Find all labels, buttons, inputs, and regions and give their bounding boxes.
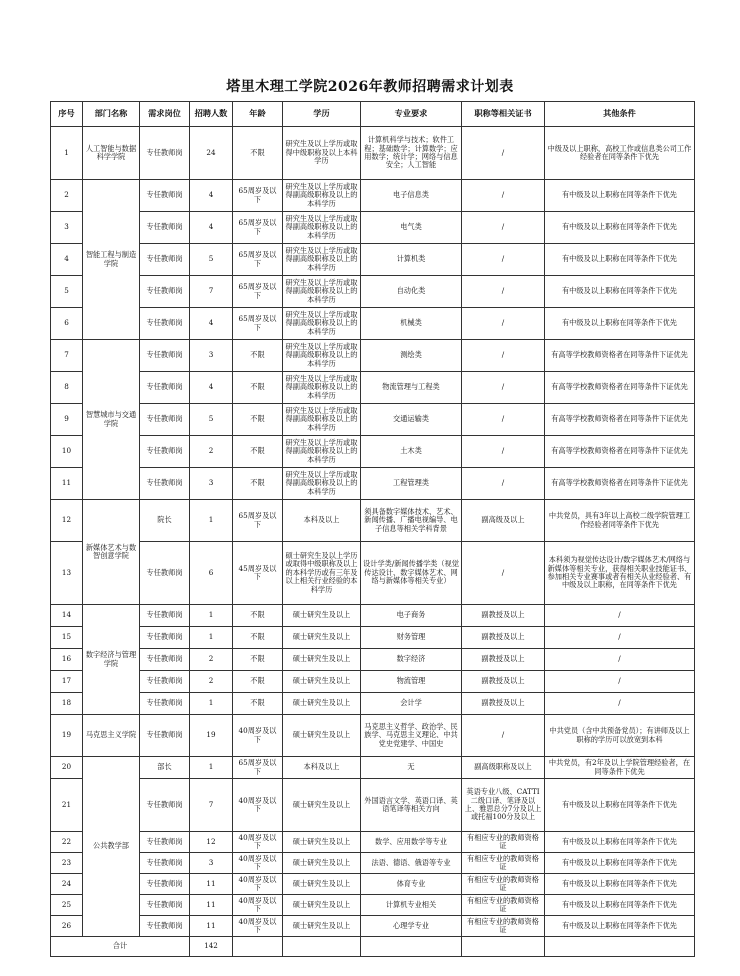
cert-cell: / <box>462 308 545 340</box>
count-cell: 19 <box>190 715 233 757</box>
edu-cell: 研究生及以上学历或取得副高级职称及以上的本科学历 <box>283 436 361 468</box>
major-cell: 外国语言文学、英语口译、英语笔译等相关方向 <box>361 779 462 832</box>
edu-cell: 硕士研究生及以上 <box>283 874 361 895</box>
row-no: 14 <box>51 605 83 627</box>
table-row <box>51 436 695 468</box>
cert-cell: 副教授及以上 <box>462 671 545 693</box>
count-cell: 3 <box>190 340 233 372</box>
row-no: 9 <box>51 404 83 436</box>
row-no: 4 <box>51 244 83 276</box>
count-cell: 11 <box>190 895 233 916</box>
count-cell: 6 <box>190 542 233 605</box>
count-cell: 2 <box>190 671 233 693</box>
count-cell: 4 <box>190 212 233 244</box>
row-no: 12 <box>51 500 83 542</box>
row-no: 22 <box>51 832 83 853</box>
other-cell: 有中级及以上职称在同等条件下优先 <box>545 832 695 853</box>
post-cell: 专任教师岗 <box>140 340 190 372</box>
age-cell: 不限 <box>233 693 283 715</box>
table-row <box>51 468 695 500</box>
post-cell: 专任教师岗 <box>140 276 190 308</box>
page-title: 塔里木理工学院2026年教师招聘需求计划表 <box>226 79 514 95</box>
table-row <box>51 671 695 693</box>
edu-cell: 硕士研究生及以上 <box>283 693 361 715</box>
count-cell: 11 <box>190 874 233 895</box>
edu-cell: 研究生及以上学历或取得副高级职称及以上的本科学历 <box>283 212 361 244</box>
cert-cell: / <box>462 276 545 308</box>
post-cell: 专任教师岗 <box>140 693 190 715</box>
row-no: 26 <box>51 916 83 937</box>
cert-cell: 有相应专业的教师资格证 <box>462 895 545 916</box>
other-cell: 有中级及以上职称在同等条件下优先 <box>545 779 695 832</box>
other-cell: / <box>545 671 695 693</box>
major-cell: 电子信息类 <box>361 180 462 212</box>
major-cell: 物流管理与工程类 <box>361 372 462 404</box>
table-row <box>51 127 695 180</box>
row-no: 17 <box>51 671 83 693</box>
count-cell: 4 <box>190 372 233 404</box>
table-row <box>51 874 695 895</box>
count-cell: 3 <box>190 468 233 500</box>
age-cell: 不限 <box>233 468 283 500</box>
cert-cell: 有相应专业的教师资格证 <box>462 832 545 853</box>
table-row <box>51 308 695 340</box>
edu-cell: 研究生及以上学历或取得副高级职称及以上的本科学历 <box>283 404 361 436</box>
edu-cell: 研究生及以上学历或取得副高级职称及以上的本科学历 <box>283 244 361 276</box>
table-row <box>51 757 695 779</box>
count-cell: 5 <box>190 244 233 276</box>
count-cell: 5 <box>190 404 233 436</box>
post-cell: 专任教师岗 <box>140 372 190 404</box>
post-cell: 专任教师岗 <box>140 605 190 627</box>
major-cell: 自动化类 <box>361 276 462 308</box>
post-cell: 专任教师岗 <box>140 715 190 757</box>
edu-cell: 本科及以上 <box>283 500 361 542</box>
dept-cell: 智慧城市与交通学院 <box>83 340 140 500</box>
age-cell: 65周岁及以下 <box>233 180 283 212</box>
other-cell: 中共党员（含中共预备党员）；有讲师及以上职称的学历可以放宽到本科 <box>545 715 695 757</box>
count-cell: 1 <box>190 500 233 542</box>
major-cell: 电气类 <box>361 212 462 244</box>
age-cell: 不限 <box>233 605 283 627</box>
major-cell: 财务管理 <box>361 627 462 649</box>
row-no: 11 <box>51 468 83 500</box>
count-cell: 24 <box>190 127 233 180</box>
row-no: 7 <box>51 340 83 372</box>
cert-cell: 有相应专业的教师资格证 <box>462 853 545 874</box>
major-cell: 工程管理类 <box>361 468 462 500</box>
major-cell: 物流管理 <box>361 671 462 693</box>
row-no: 15 <box>51 627 83 649</box>
other-cell: 有中级及以上职称在同等条件下优先 <box>545 308 695 340</box>
count-cell: 2 <box>190 436 233 468</box>
major-cell: 机械类 <box>361 308 462 340</box>
cert-cell: / <box>462 340 545 372</box>
other-cell: 有中级及以上职称在同等条件下优先 <box>545 895 695 916</box>
table-row <box>51 715 695 757</box>
row-no: 6 <box>51 308 83 340</box>
age-cell: 不限 <box>233 372 283 404</box>
other-cell: 有中级及以上职称在同等条件下优先 <box>545 916 695 937</box>
cert-cell: 有相应专业的教师资格证 <box>462 874 545 895</box>
major-cell: 测绘类 <box>361 340 462 372</box>
edu-cell: 研究生及以上学历或取得副高级职称及以上的本科学历 <box>283 468 361 500</box>
col-header-other: 其他条件 <box>545 102 695 127</box>
table-row <box>51 649 695 671</box>
count-cell: 4 <box>190 180 233 212</box>
post-cell: 专任教师岗 <box>140 436 190 468</box>
major-cell: 设计学类/新闻传播学类（视觉传达设计、数字媒体艺术、网络与新媒体等相关专业） <box>361 542 462 605</box>
table-row <box>51 605 695 627</box>
age-cell: 不限 <box>233 127 283 180</box>
dept-cell: 公共教学部 <box>83 757 140 937</box>
age-cell: 40周岁及以下 <box>233 916 283 937</box>
age-cell: 65周岁及以下 <box>233 212 283 244</box>
cert-cell: / <box>462 127 545 180</box>
cert-cell: 副教授及以上 <box>462 627 545 649</box>
cert-cell: / <box>462 372 545 404</box>
table-row <box>51 340 695 372</box>
major-cell: 须具备数字媒体技术、艺术、新闻传播、广播电视编导、电子信息等相关学科背景 <box>361 500 462 542</box>
cert-cell: 副高级及以上 <box>462 500 545 542</box>
row-no: 21 <box>51 779 83 832</box>
major-cell: 马克思主义哲学、政治学、民族学、马克思主义理论、中共党史党建学、中国史 <box>361 715 462 757</box>
other-cell: / <box>545 605 695 627</box>
other-cell: 有中级及以上职称在同等条件下优先 <box>545 853 695 874</box>
edu-cell: 硕士研究生及以上 <box>283 916 361 937</box>
total-count: 142 <box>190 937 233 957</box>
table-row <box>51 542 695 605</box>
edu-cell: 硕士研究生及以上 <box>283 779 361 832</box>
other-cell: 有中级及以上职称在同等条件下优先 <box>545 244 695 276</box>
table-row <box>51 404 695 436</box>
post-cell: 专任教师岗 <box>140 832 190 853</box>
count-cell: 7 <box>190 276 233 308</box>
edu-cell: 研究生及以上学历或取得中级职称及以上本科学历 <box>283 127 361 180</box>
other-cell: / <box>545 693 695 715</box>
major-cell: 计算机专业相关 <box>361 895 462 916</box>
post-cell: 专任教师岗 <box>140 627 190 649</box>
age-cell: 45周岁及以下 <box>233 542 283 605</box>
col-header-no: 序号 <box>51 102 83 127</box>
other-cell: 有高等学校教师资格者在同等条件下证优先 <box>545 436 695 468</box>
table-row <box>51 916 695 937</box>
other-cell: / <box>545 627 695 649</box>
table-row <box>51 832 695 853</box>
age-cell: 40周岁及以下 <box>233 779 283 832</box>
post-cell: 专任教师岗 <box>140 779 190 832</box>
post-cell: 专任教师岗 <box>140 916 190 937</box>
dept-cell: 数字经济与管理学院 <box>83 605 140 715</box>
edu-cell: 研究生及以上学历或取得副高级职称及以上的本科学历 <box>283 372 361 404</box>
table-row <box>51 244 695 276</box>
cert-cell: / <box>462 542 545 605</box>
col-header-count: 招聘人数 <box>190 102 233 127</box>
cert-cell: / <box>462 715 545 757</box>
cert-cell: 副教授及以上 <box>462 693 545 715</box>
post-cell: 院长 <box>140 500 190 542</box>
age-cell: 65周岁及以下 <box>233 276 283 308</box>
table-row <box>51 276 695 308</box>
dept-cell: 新媒体艺术与数智创意学院 <box>83 500 140 605</box>
post-cell: 专任教师岗 <box>140 895 190 916</box>
edu-cell: 硕士研究生及以上学历或取得中级职称及以上的本科学历或有三年及以上相关行业经验的本科学历 <box>283 542 361 605</box>
post-cell: 专任教师岗 <box>140 468 190 500</box>
count-cell: 2 <box>190 649 233 671</box>
age-cell: 不限 <box>233 649 283 671</box>
table-row <box>51 500 695 542</box>
major-cell: 数学、应用数学等专业 <box>361 832 462 853</box>
cert-cell: 英语专业八级、CATTI二级口译、笔译及以上、雅思总分7分及以上或托福100分及以上 <box>462 779 545 832</box>
post-cell: 专任教师岗 <box>140 127 190 180</box>
other-cell: 有高等学校教师资格者在同等条件下证优先 <box>545 372 695 404</box>
col-header-major: 专业要求 <box>361 102 462 127</box>
post-cell: 专任教师岗 <box>140 853 190 874</box>
age-cell: 40周岁及以下 <box>233 874 283 895</box>
edu-cell: 硕士研究生及以上 <box>283 605 361 627</box>
age-cell: 40周岁及以下 <box>233 853 283 874</box>
other-cell: 有高等学校教师资格者在同等条件下证优先 <box>545 340 695 372</box>
cert-cell: 副教授及以上 <box>462 649 545 671</box>
other-cell: 有中级及以上职称在同等条件下优先 <box>545 180 695 212</box>
major-cell: 心理学专业 <box>361 916 462 937</box>
table-row <box>51 372 695 404</box>
age-cell: 40周岁及以下 <box>233 832 283 853</box>
row-no: 13 <box>51 542 83 605</box>
table-row <box>51 212 695 244</box>
other-cell: 中级及以上职称，高校工作或信息类公司工作经验者在同等条件下优先 <box>545 127 695 180</box>
major-cell: 土木类 <box>361 436 462 468</box>
major-cell: 会计学 <box>361 693 462 715</box>
post-cell: 部长 <box>140 757 190 779</box>
edu-cell: 硕士研究生及以上 <box>283 627 361 649</box>
header-row <box>51 102 695 127</box>
edu-cell: 硕士研究生及以上 <box>283 671 361 693</box>
col-header-post: 需求岗位 <box>140 102 190 127</box>
cert-cell: / <box>462 212 545 244</box>
post-cell: 专任教师岗 <box>140 649 190 671</box>
count-cell: 11 <box>190 916 233 937</box>
post-cell: 专任教师岗 <box>140 180 190 212</box>
row-no: 18 <box>51 693 83 715</box>
row-no: 3 <box>51 212 83 244</box>
post-cell: 专任教师岗 <box>140 542 190 605</box>
age-cell: 不限 <box>233 436 283 468</box>
age-cell: 65周岁及以下 <box>233 308 283 340</box>
edu-cell: 研究生及以上学历或取得副高级职称及以上的本科学历 <box>283 308 361 340</box>
edu-cell: 硕士研究生及以上 <box>283 649 361 671</box>
table-row <box>51 693 695 715</box>
other-cell: / <box>545 649 695 671</box>
age-cell: 不限 <box>233 340 283 372</box>
cert-cell: 副教授及以上 <box>462 605 545 627</box>
count-cell: 1 <box>190 627 233 649</box>
major-cell: 无 <box>361 757 462 779</box>
other-cell: 有中级及以上职称在同等条件下优先 <box>545 212 695 244</box>
row-no: 16 <box>51 649 83 671</box>
post-cell: 专任教师岗 <box>140 244 190 276</box>
row-no: 1 <box>51 127 83 180</box>
row-no: 19 <box>51 715 83 757</box>
count-cell: 12 <box>190 832 233 853</box>
edu-cell: 研究生及以上学历或取得副高级职称及以上的本科学历 <box>283 340 361 372</box>
count-cell: 7 <box>190 779 233 832</box>
age-cell: 65周岁及以下 <box>233 244 283 276</box>
edu-cell: 研究生及以上学历或取得副高级职称及以上的本科学历 <box>283 276 361 308</box>
row-no: 5 <box>51 276 83 308</box>
total-row <box>51 937 695 957</box>
age-cell: 40周岁及以下 <box>233 895 283 916</box>
cert-cell: / <box>462 244 545 276</box>
major-cell: 电子商务 <box>361 605 462 627</box>
col-header-dept: 部门名称 <box>83 102 140 127</box>
edu-cell: 硕士研究生及以上 <box>283 853 361 874</box>
col-header-edu: 学历 <box>283 102 361 127</box>
row-no: 2 <box>51 180 83 212</box>
cert-cell: / <box>462 180 545 212</box>
post-cell: 专任教师岗 <box>140 404 190 436</box>
age-cell: 不限 <box>233 404 283 436</box>
count-cell: 1 <box>190 757 233 779</box>
cert-cell: 副高级职称及以上 <box>462 757 545 779</box>
row-no: 8 <box>51 372 83 404</box>
post-cell: 专任教师岗 <box>140 671 190 693</box>
cert-cell: / <box>462 436 545 468</box>
post-cell: 专任教师岗 <box>140 212 190 244</box>
row-no: 25 <box>51 895 83 916</box>
count-cell: 1 <box>190 693 233 715</box>
age-cell: 40周岁及以下 <box>233 715 283 757</box>
other-cell: 有中级及以上职称在同等条件下优先 <box>545 874 695 895</box>
table-row <box>51 627 695 649</box>
other-cell: 本科须为视觉传达设计/数字媒体艺术/网络与新媒体等相关专业，获得相关职业技能证书、参加相关专业赛事或者有相关从业经验者、有中级及以上职称，在同等条件下优先 <box>545 542 695 605</box>
table-row <box>51 853 695 874</box>
major-cell: 交通运输类 <box>361 404 462 436</box>
table-row <box>51 895 695 916</box>
total-label: 合计 <box>51 937 190 957</box>
cert-cell: 有相应专业的教师资格证 <box>462 916 545 937</box>
post-cell: 专任教师岗 <box>140 874 190 895</box>
edu-cell: 硕士研究生及以上 <box>283 715 361 757</box>
row-no: 23 <box>51 853 83 874</box>
other-cell: 有中级及以上职称在同等条件下优先 <box>545 276 695 308</box>
cert-cell: / <box>462 404 545 436</box>
other-cell: 中共党员，具有3年以上高校二级学院管理工作经验者同等条件下优先 <box>545 500 695 542</box>
edu-cell: 研究生及以上学历或取得副高级职称及以上的本科学历 <box>283 180 361 212</box>
col-header-cert: 职称等相关证书 <box>462 102 545 127</box>
dept-cell: 智能工程与制造学院 <box>83 180 140 340</box>
edu-cell: 硕士研究生及以上 <box>283 895 361 916</box>
major-cell: 计算机类 <box>361 244 462 276</box>
col-header-age: 年龄 <box>233 102 283 127</box>
count-cell: 3 <box>190 853 233 874</box>
other-cell: 有高等学校教师资格者在同等条件下证优先 <box>545 404 695 436</box>
major-cell: 计算机科学与技术；软件工程；基础数学；计算数学；应用数学；统计学；网络与信息安全；人工智能 <box>361 127 462 180</box>
major-cell: 体育专业 <box>361 874 462 895</box>
recruitment-plan-table <box>50 101 695 957</box>
cert-cell: / <box>462 468 545 500</box>
table-row <box>51 779 695 832</box>
row-no: 24 <box>51 874 83 895</box>
edu-cell: 硕士研究生及以上 <box>283 832 361 853</box>
age-cell: 65周岁及以下 <box>233 500 283 542</box>
age-cell: 不限 <box>233 671 283 693</box>
count-cell: 1 <box>190 605 233 627</box>
major-cell: 数字经济 <box>361 649 462 671</box>
edu-cell: 本科及以上 <box>283 757 361 779</box>
post-cell: 专任教师岗 <box>140 308 190 340</box>
major-cell: 法语、德语、俄语等专业 <box>361 853 462 874</box>
table-row <box>51 180 695 212</box>
dept-cell: 人工智能与数据科学学院 <box>83 127 140 180</box>
row-no: 20 <box>51 757 83 779</box>
count-cell: 4 <box>190 308 233 340</box>
age-cell: 不限 <box>233 627 283 649</box>
age-cell: 65周岁及以下 <box>233 757 283 779</box>
dept-cell: 马克思主义学院 <box>83 715 140 757</box>
other-cell: 有高等学校教师资格者在同等条件下证优先 <box>545 468 695 500</box>
other-cell: 中共党员，有2年及以上学院管理经验者，在同等条件下优先 <box>545 757 695 779</box>
row-no: 10 <box>51 436 83 468</box>
